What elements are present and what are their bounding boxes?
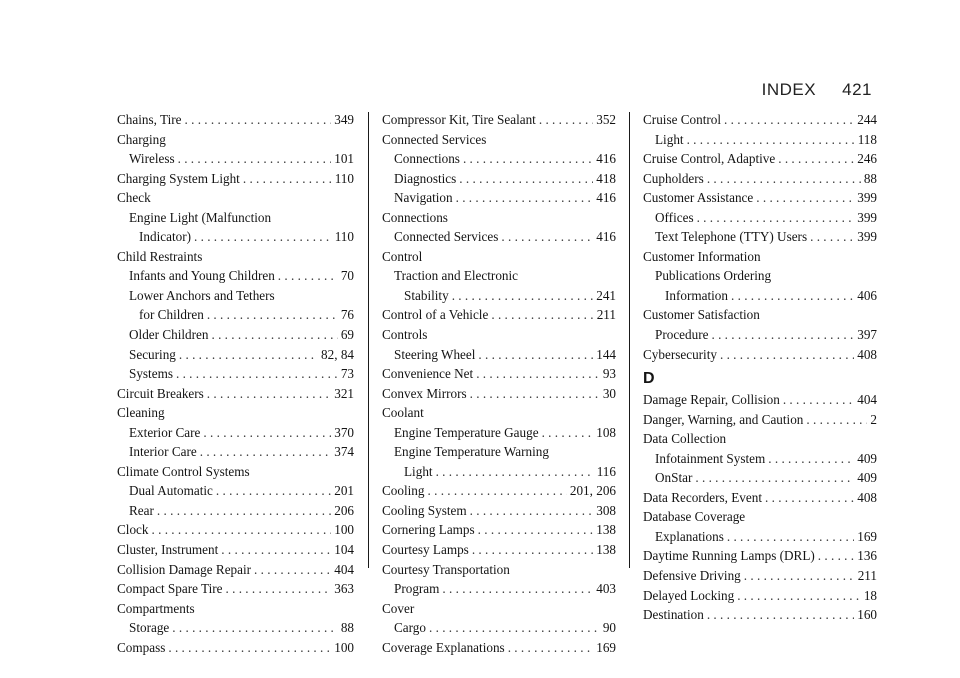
page-reference: 101 (334, 151, 354, 167)
entry-text: OnStar (655, 470, 693, 486)
entry-text: Cargo (394, 620, 426, 636)
dot-leader (810, 227, 854, 247)
dot-leader (428, 481, 567, 501)
dot-leader (168, 638, 331, 658)
entry-text: Data Recorders, Event (643, 489, 763, 505)
index-entry (382, 305, 616, 325)
index-subentry (117, 208, 354, 228)
page-reference: 403 (596, 581, 616, 597)
page-reference: 397 (857, 327, 877, 343)
entry-text: Cleaning (117, 405, 165, 421)
dot-leader (778, 149, 854, 169)
dot-leader (724, 110, 854, 130)
index-subentry (117, 345, 354, 365)
dot-leader (429, 618, 600, 638)
entry-text: Damage Repair, Collision (643, 392, 780, 408)
entry-text: Charging System Light (117, 170, 240, 186)
entry-text: Stability (404, 287, 449, 303)
entry-text: Customer Assistance (643, 190, 754, 206)
entry-text: Customer Information (643, 248, 761, 264)
index-subentry (643, 286, 877, 306)
letter-label: D (643, 370, 655, 388)
dot-leader (727, 527, 854, 547)
dot-leader (695, 468, 854, 488)
index-entry (643, 586, 877, 606)
entry-text: Chains, Tire (117, 112, 182, 127)
page-reference: 69 (340, 327, 354, 343)
dot-leader (783, 390, 854, 410)
index-column-2 (382, 110, 616, 657)
index-subentry (382, 149, 616, 169)
index-entry (643, 305, 877, 325)
page-reference: 18 (863, 587, 877, 603)
dot-leader (278, 266, 338, 286)
entry-text: Dual Automatic (129, 483, 213, 499)
index-subentry (382, 345, 616, 365)
page-reference: 70 (340, 268, 354, 284)
index-entry (643, 390, 877, 410)
index-entry (117, 403, 354, 423)
entry-text: Cornering Lamps (382, 522, 475, 538)
index-subentry (117, 618, 354, 638)
entry-text: Wireless (129, 151, 175, 167)
page-reference: 118 (857, 131, 877, 147)
entry-text: Defensive Driving (643, 568, 741, 584)
index-entry (117, 520, 354, 540)
dot-leader (720, 345, 854, 365)
entry-text: Securing (129, 346, 176, 362)
entry-text: Offices (655, 209, 694, 225)
index-entry (643, 110, 877, 130)
index-subentry (117, 227, 354, 247)
index-subentry (643, 325, 877, 345)
dot-leader (152, 520, 332, 540)
page-reference: 408 (857, 489, 877, 505)
dot-leader (221, 540, 331, 560)
page-reference: 404 (334, 561, 354, 577)
index-subentry (117, 501, 354, 521)
index-subentry (117, 286, 354, 306)
index-subentry (382, 442, 616, 462)
dot-leader (765, 488, 854, 508)
index-subentry (643, 227, 877, 247)
entry-text: Compass (117, 639, 166, 655)
index-subentry (117, 325, 354, 345)
entry-text: Courtesy Transportation (382, 561, 510, 577)
index-entry (643, 566, 877, 586)
index-entry (382, 481, 616, 501)
entry-text: Connections (394, 151, 460, 167)
page-reference: 399 (857, 229, 877, 245)
index-entry (117, 169, 354, 189)
index-entry (643, 169, 877, 189)
page-reference: 206 (334, 502, 354, 518)
page-reference: 399 (857, 190, 877, 206)
entry-text: Database Coverage (643, 509, 746, 525)
index-entry (382, 325, 616, 345)
dot-leader (539, 110, 593, 130)
page-reference: 138 (596, 542, 616, 558)
dot-leader (470, 501, 594, 521)
entry-text: Rear (129, 502, 154, 518)
entry-text: Compact Spare Tire (117, 581, 223, 597)
dot-leader (542, 423, 594, 443)
index-subentry (382, 462, 616, 482)
page-reference: 160 (857, 607, 877, 623)
index-subentry (117, 442, 354, 462)
page-reference: 116 (596, 463, 616, 479)
entry-text: Engine Temperature Warning (394, 444, 549, 460)
page-reference: 110 (334, 170, 354, 186)
dot-leader (459, 169, 593, 189)
index-subentry (117, 266, 354, 286)
dot-leader (463, 149, 593, 169)
entry-text: Charging (117, 131, 166, 147)
dot-leader (207, 305, 338, 325)
entry-text: Compressor Kit, Tire Sealant (382, 112, 536, 127)
index-subentry (643, 527, 877, 547)
dot-leader (756, 188, 854, 208)
dot-leader (707, 605, 854, 625)
entry-text: Destination (643, 607, 704, 623)
index-entry (382, 364, 616, 384)
page-reference: 201 (334, 483, 354, 499)
entry-text: Diagnostics (394, 170, 457, 186)
entry-text: Engine Temperature Gauge (394, 424, 539, 440)
page-number: 421 (842, 80, 872, 99)
index-entry (643, 605, 877, 625)
index-subentry (382, 266, 616, 286)
page-reference: 374 (334, 444, 354, 460)
page-reference: 308 (596, 502, 616, 518)
page-reference: 349 (334, 112, 354, 127)
page-reference: 408 (857, 346, 877, 362)
page-reference: 416 (596, 229, 616, 245)
index-entry (117, 638, 354, 658)
index-entry (117, 599, 354, 619)
entry-text: Cooling (382, 483, 425, 499)
column-divider (629, 112, 630, 568)
index-entry (382, 638, 616, 658)
dot-leader (179, 345, 318, 365)
page-reference: 363 (334, 581, 354, 597)
index-entry (643, 345, 877, 365)
dot-leader (178, 149, 332, 169)
page-reference: 144 (596, 346, 616, 362)
entry-text: Storage (129, 620, 170, 636)
index-entry (643, 410, 877, 430)
dot-leader (216, 481, 331, 501)
dot-leader (707, 169, 861, 189)
page-reference: 201, 206 (569, 483, 616, 499)
running-header (762, 80, 872, 100)
dot-leader (744, 566, 855, 586)
entry-text: Systems (129, 366, 173, 382)
entry-text: Cupholders (643, 170, 704, 186)
entry-text: Convenience Net (382, 366, 474, 382)
entry-text: Controls (382, 327, 428, 343)
entry-text: Cruise Control (643, 112, 722, 127)
index-subentry (117, 364, 354, 384)
index-subentry (382, 618, 616, 638)
dot-leader (687, 130, 855, 150)
dot-leader (476, 364, 600, 384)
index-entry (643, 149, 877, 169)
entry-text: Courtesy Lamps (382, 542, 469, 558)
entry-text: Cluster, Instrument (117, 542, 219, 558)
entry-text: Coolant (382, 405, 424, 421)
dot-leader (176, 364, 338, 384)
index-subentry (643, 208, 877, 228)
entry-text: Connected Services (394, 229, 499, 245)
dot-leader (697, 208, 855, 228)
entry-text: Clock (117, 522, 149, 538)
entry-text: Lower Anchors and Tethers (129, 287, 275, 303)
dot-leader (172, 618, 338, 638)
page-reference: 246 (857, 151, 877, 167)
dot-leader (243, 169, 332, 189)
page-reference: 399 (857, 209, 877, 225)
entry-text: Cybersecurity (643, 346, 717, 362)
index-subentry (382, 579, 616, 599)
index-entry (382, 208, 616, 228)
index-entry (117, 188, 354, 208)
page-reference: 370 (334, 424, 354, 440)
page-reference: 93 (602, 366, 616, 382)
entry-text: Convex Mirrors (382, 385, 467, 401)
index-subentry (382, 227, 616, 247)
page-reference: 406 (857, 287, 877, 303)
entry-text: Check (117, 190, 151, 206)
page-reference: 104 (334, 542, 354, 558)
page-reference: 211 (596, 307, 616, 323)
dot-leader (478, 345, 593, 365)
dot-leader (436, 462, 594, 482)
entry-text: Program (394, 581, 440, 597)
index-entry (117, 110, 354, 130)
entry-text: Cooling System (382, 502, 467, 518)
index-entry (117, 247, 354, 267)
dot-leader (491, 305, 593, 325)
page-reference: 416 (596, 190, 616, 206)
dot-leader (442, 579, 593, 599)
index-subentry (643, 468, 877, 488)
dot-leader (226, 579, 332, 599)
dot-leader (456, 188, 594, 208)
index-entry (643, 429, 877, 449)
page-reference: 138 (596, 522, 616, 538)
index-subentry (643, 266, 877, 286)
dot-leader (452, 286, 594, 306)
index-entry (643, 488, 877, 508)
page-reference: 169 (857, 528, 877, 544)
entry-text: Light (404, 463, 433, 479)
index-entry (382, 560, 616, 580)
page-reference: 30 (602, 385, 616, 401)
entry-text: Indicator) (139, 229, 191, 245)
entry-text: Infotainment System (655, 450, 766, 466)
index-entry (382, 540, 616, 560)
entry-text: Control of a Vehicle (382, 307, 489, 323)
index-entry (117, 579, 354, 599)
dot-leader (806, 410, 867, 430)
column-divider (368, 112, 369, 568)
index-entry (643, 247, 877, 267)
dot-leader (207, 384, 331, 404)
page-reference: 73 (340, 366, 354, 382)
entry-text: Control (382, 248, 423, 264)
index-letter-heading (643, 364, 877, 390)
page-reference: 409 (857, 450, 877, 466)
entry-text: Infants and Young Children (129, 268, 275, 284)
page-reference: 241 (596, 287, 616, 303)
index-subentry (382, 188, 616, 208)
index-entry (117, 130, 354, 150)
index-column-1 (117, 110, 354, 657)
page-reference: 418 (596, 170, 616, 186)
index-entry (382, 110, 616, 130)
page-reference: 244 (857, 112, 877, 127)
page-reference: 416 (596, 151, 616, 167)
entry-text: Customer Satisfaction (643, 307, 760, 323)
entry-text: Traction and Electronic (394, 268, 519, 284)
index-entry (117, 560, 354, 580)
page-reference: 108 (596, 424, 616, 440)
index-entry (117, 540, 354, 560)
page-reference: 100 (334, 522, 354, 538)
entry-text: Procedure (655, 327, 709, 343)
index-subentry (643, 449, 877, 469)
index-entry (382, 384, 616, 404)
page-reference: 169 (596, 639, 616, 655)
dot-leader (508, 638, 594, 658)
dot-leader (194, 227, 332, 247)
index-entry (382, 599, 616, 619)
page-reference: 404 (857, 392, 877, 408)
index-entry (382, 130, 616, 150)
dot-leader (737, 586, 861, 606)
entry-text: Data Collection (643, 431, 727, 447)
page-reference: 90 (602, 620, 616, 636)
index-entry (117, 384, 354, 404)
entry-text: Coverage Explanations (382, 639, 505, 655)
index-subentry (117, 305, 354, 325)
dot-leader (501, 227, 593, 247)
entry-text: Interior Care (129, 444, 197, 460)
entry-text: Climate Control Systems (117, 463, 250, 479)
index-entry (643, 507, 877, 527)
index-column-3 (643, 110, 877, 625)
dot-leader (768, 449, 854, 469)
page-reference: 136 (857, 548, 877, 564)
index-entry (382, 501, 616, 521)
entry-text: Information (665, 287, 728, 303)
entry-text: Compartments (117, 600, 195, 616)
entry-text: Danger, Warning, and Caution (643, 411, 804, 427)
entry-text: Circuit Breakers (117, 385, 204, 401)
index-subentry (382, 423, 616, 443)
page-reference: 88 (863, 170, 877, 186)
entry-text: Explanations (655, 528, 724, 544)
index-subentry (382, 286, 616, 306)
dot-leader (478, 520, 594, 540)
entry-text: Delayed Locking (643, 587, 735, 603)
index-subentry (643, 130, 877, 150)
entry-text: Text Telephone (TTY) Users (655, 229, 808, 245)
index-entry (382, 403, 616, 423)
dot-leader (470, 384, 600, 404)
page-reference: 82, 84 (321, 346, 354, 362)
entry-text: Collision Damage Repair (117, 561, 252, 577)
page-reference: 352 (596, 112, 616, 127)
entry-text: for Children (139, 307, 204, 323)
entry-text: Engine Light (Malfunction (129, 209, 272, 225)
index-subentry (117, 149, 354, 169)
entry-text: Cover (382, 600, 415, 616)
page-reference: 110 (334, 229, 354, 245)
index-subentry (382, 169, 616, 189)
index-entry (643, 188, 877, 208)
page-reference: 409 (857, 470, 877, 486)
entry-text: Cruise Control, Adaptive (643, 151, 776, 167)
page-reference: 2 (870, 411, 877, 427)
dot-leader (818, 546, 854, 566)
entry-text: Steering Wheel (394, 346, 476, 362)
dot-leader (200, 442, 331, 462)
index-entry (643, 546, 877, 566)
dot-leader (203, 423, 331, 443)
entry-text: Daytime Running Lamps (DRL) (643, 548, 815, 564)
page-reference: 211 (857, 568, 877, 584)
page-reference: 88 (340, 620, 354, 636)
entry-text: Navigation (394, 190, 453, 206)
dot-leader (254, 560, 331, 580)
index-entry (117, 462, 354, 482)
entry-text: Connections (382, 209, 448, 225)
section-title: INDEX (761, 80, 817, 99)
entry-text: Light (655, 131, 684, 147)
index-entry (382, 520, 616, 540)
index-subentry (117, 481, 354, 501)
entry-text: Exterior Care (129, 424, 201, 440)
index-subentry (117, 423, 354, 443)
dot-leader (731, 286, 854, 306)
dot-leader (211, 325, 337, 345)
dot-leader (711, 325, 854, 345)
page-reference: 321 (334, 385, 354, 401)
entry-text: Child Restraints (117, 248, 203, 264)
entry-text: Older Children (129, 327, 209, 343)
page-reference: 76 (340, 307, 354, 323)
page-reference: 100 (334, 639, 354, 655)
index-entry (382, 247, 616, 267)
entry-text: Connected Services (382, 131, 487, 147)
dot-leader (157, 501, 331, 521)
dot-leader (472, 540, 593, 560)
dot-leader (185, 110, 332, 130)
entry-text: Publications Ordering (655, 268, 772, 284)
